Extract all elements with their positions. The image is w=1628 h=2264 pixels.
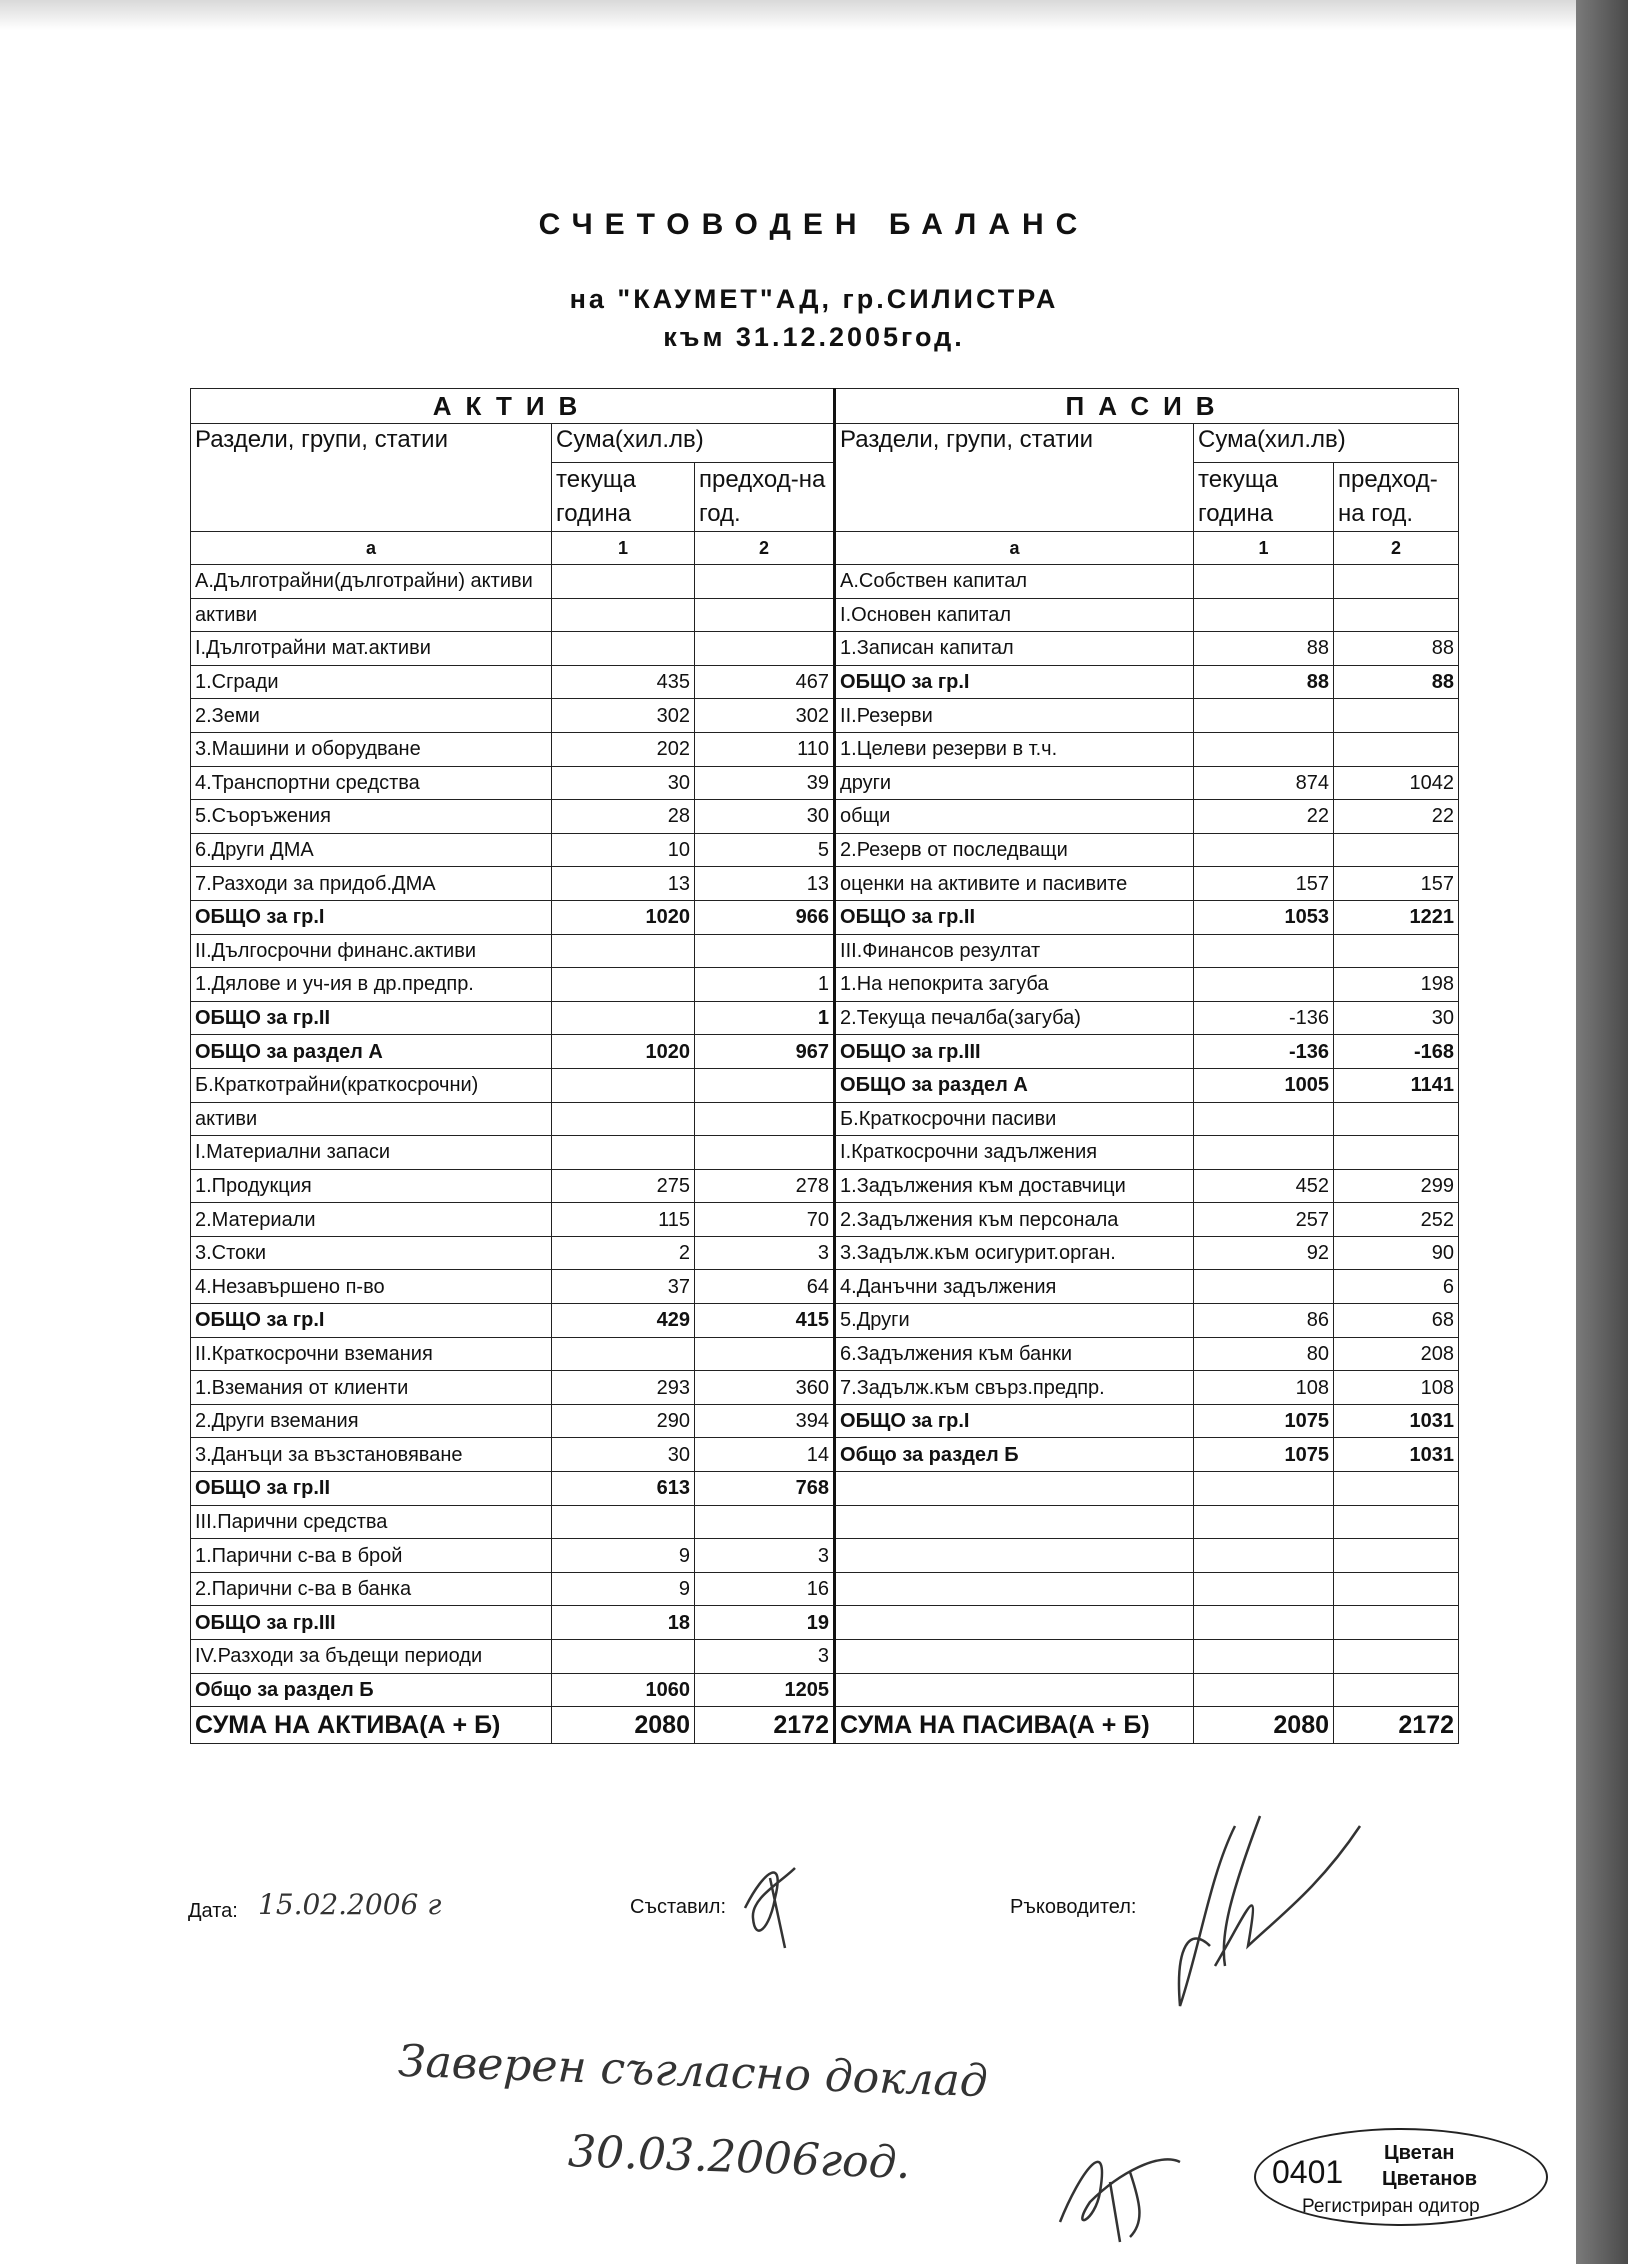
pasiv-previous-value [1334, 598, 1459, 632]
stamp-name-last: Цветанов [1382, 2168, 1478, 2190]
aktiv-current-value: 18 [552, 1606, 695, 1640]
aktiv-current-value: 1020 [552, 900, 695, 934]
table-row [191, 1673, 1459, 1707]
pasiv-previous-value: 1221 [1334, 900, 1459, 934]
aktiv-current-value: 613 [552, 1472, 695, 1506]
aktiv-previous-value [695, 565, 835, 599]
pasiv-previous-value: 252 [1334, 1203, 1459, 1237]
table-row [191, 732, 1459, 766]
compiler-label: Съставил: [630, 1896, 727, 1918]
aktiv-item-label: 2.Други вземания [191, 1404, 552, 1438]
aktiv-item-label: II.Дългосрочни финанс.активи [191, 934, 552, 968]
table-row [191, 1606, 1459, 1640]
aktiv-previous-value: 64 [695, 1270, 835, 1304]
aktiv-current-value: 290 [552, 1404, 695, 1438]
code-2: 2 [1334, 532, 1459, 565]
pasiv-previous-value: 30 [1334, 1001, 1459, 1035]
pasiv-current-value: 257 [1194, 1203, 1334, 1237]
pasiv-previous-value: 1042 [1334, 766, 1459, 800]
aktiv-current-value [552, 598, 695, 632]
pasiv-previous-value: 208 [1334, 1337, 1459, 1371]
aktiv-current-value: 30 [552, 1438, 695, 1472]
document-subtitle: на "КАУМЕТ"АД, гр.СИЛИСТРА [569, 284, 1059, 314]
column-header-row [191, 424, 1459, 463]
table-row [191, 1304, 1459, 1338]
aktiv-previous-value: 70 [695, 1203, 835, 1237]
pasiv-current-value [1194, 934, 1334, 968]
aktiv-current-value [552, 1001, 695, 1035]
aktiv-previous-value: 966 [695, 900, 835, 934]
pasiv-col-sum: Сума(хил.лв) [1194, 424, 1459, 463]
aktiv-current-value: 275 [552, 1169, 695, 1203]
aktiv-item-label: 1.Продукция [191, 1169, 552, 1203]
table-row [191, 665, 1459, 699]
pasiv-item-label: 2.Текуща печалба(загуба) [835, 1001, 1194, 1035]
pasiv-item-label: общи [835, 800, 1194, 834]
total-pasiv-label: СУМА НА ПАСИВА(А + Б) [835, 1707, 1194, 1744]
section-header-row [191, 389, 1459, 424]
auditor-signature [1030, 2112, 1230, 2252]
pasiv-previous-value: 198 [1334, 968, 1459, 1002]
pasiv-previous-value: 1031 [1334, 1404, 1459, 1438]
pasiv-item-label: 2.Резерв от последващи [835, 833, 1194, 867]
aktiv-current-value: 1060 [552, 1673, 695, 1707]
aktiv-current-value: 13 [552, 867, 695, 901]
pasiv-current-value: 22 [1194, 800, 1334, 834]
aktiv-item-label: 4.Незавършено п-во [191, 1270, 552, 1304]
pasiv-item-label: 1.Задължения към доставчици [835, 1169, 1194, 1203]
pasiv-item-label [835, 1640, 1194, 1674]
aktiv-item-label: 7.Разходи за придоб.ДМА [191, 867, 552, 901]
aktiv-item-label: ОБЩО за раздел А [191, 1035, 552, 1069]
pasiv-item-label: А.Собствен капитал [835, 565, 1194, 599]
table-row [191, 1640, 1459, 1674]
table-row [191, 934, 1459, 968]
pasiv-current-value [1194, 1136, 1334, 1170]
document-title: СЧЕТОВОДЕН БАЛАНС [538, 208, 1090, 241]
aktiv-current-value: 9 [552, 1572, 695, 1606]
pasiv-item-label [835, 1673, 1194, 1707]
manager-label: Ръководител: [1010, 1896, 1137, 1918]
aktiv-item-label: активи [191, 598, 552, 632]
date-label: Дата: [188, 1900, 238, 1922]
aktiv-previous-value: 302 [695, 699, 835, 733]
aktiv-previous-value: 3 [695, 1539, 835, 1573]
pasiv-item-label: 1.Записан капитал [835, 632, 1194, 666]
table-row [191, 565, 1459, 599]
aktiv-item-label: 1.Парични с-ва в брой [191, 1539, 552, 1573]
aktiv-item-label: IV.Разходи за бъдещи периоди [191, 1640, 552, 1674]
pasiv-current-value [1194, 1270, 1334, 1304]
pasiv-item-label: 3.Задълж.към осигурит.орган. [835, 1236, 1194, 1270]
aktiv-previous-value: 14 [695, 1438, 835, 1472]
aktiv-current-value: 2 [552, 1236, 695, 1270]
aktiv-current-value [552, 1102, 695, 1136]
balance-sheet-table [190, 388, 1459, 1744]
auditor-stamp [1254, 2128, 1548, 2226]
pasiv-current-value [1194, 1606, 1334, 1640]
table-row [191, 1404, 1459, 1438]
aktiv-item-label: 6.Други ДМА [191, 833, 552, 867]
pasiv-current-value [1194, 1472, 1334, 1506]
pasiv-item-label: 7.Задълж.към свърз.предпр. [835, 1371, 1194, 1405]
pasiv-current-value [1194, 1102, 1334, 1136]
pasiv-previous-value [1334, 1539, 1459, 1573]
pasiv-previous-value: -168 [1334, 1035, 1459, 1069]
aktiv-current-value [552, 1505, 695, 1539]
table-row [191, 900, 1459, 934]
pasiv-item-label: 2.Задължения към персонала [835, 1203, 1194, 1237]
pasiv-item-label [835, 1472, 1194, 1506]
pasiv-current-value: 452 [1194, 1169, 1334, 1203]
column-code-row [191, 532, 1459, 565]
pasiv-previous-value [1334, 1102, 1459, 1136]
table-row [191, 1572, 1459, 1606]
code-a: а [191, 532, 552, 565]
scan-shadow-top [0, 0, 1576, 30]
aktiv-current-value [552, 968, 695, 1002]
aktiv-item-label: 1.Сгради [191, 665, 552, 699]
pasiv-item-label [835, 1505, 1194, 1539]
document-date: към 31.12.2005год. [663, 322, 965, 352]
aktiv-previous-value: 415 [695, 1304, 835, 1338]
aktiv-col-sections: Раздели, групи, статии [191, 424, 552, 532]
pasiv-current-value: 874 [1194, 766, 1334, 800]
table-row [191, 598, 1459, 632]
aktiv-item-label: 5.Съоръжения [191, 800, 552, 834]
pasiv-previous-value [1334, 833, 1459, 867]
pasiv-current-value: 92 [1194, 1236, 1334, 1270]
aktiv-current-value [552, 565, 695, 599]
table-row [191, 1505, 1459, 1539]
aktiv-previous-value: 278 [695, 1169, 835, 1203]
pasiv-previous-value: 157 [1334, 867, 1459, 901]
table-row [191, 632, 1459, 666]
pasiv-previous-value [1334, 1673, 1459, 1707]
aktiv-current-value: 302 [552, 699, 695, 733]
pasiv-previous-value [1334, 1472, 1459, 1506]
aktiv-current-value: 30 [552, 766, 695, 800]
aktiv-item-label: II.Краткосрочни вземания [191, 1337, 552, 1371]
pasiv-previous-value [1334, 699, 1459, 733]
table-row [191, 1102, 1459, 1136]
pasiv-current-value: -136 [1194, 1001, 1334, 1035]
pasiv-item-label: 4.Данъчни задължения [835, 1270, 1194, 1304]
pasiv-current-value [1194, 598, 1334, 632]
aktiv-previous-value: 967 [695, 1035, 835, 1069]
pasiv-item-label: оценки на активите и пасивите [835, 867, 1194, 901]
pasiv-current-value [1194, 1673, 1334, 1707]
stamp-name-first: Цветан [1384, 2142, 1455, 2164]
aktiv-item-label: 2.Земи [191, 699, 552, 733]
pasiv-previous-value [1334, 1505, 1459, 1539]
pasiv-item-label: ОБЩО за гр.III [835, 1035, 1194, 1069]
aktiv-previous-value: 768 [695, 1472, 835, 1506]
aktiv-previous-value: 19 [695, 1606, 835, 1640]
pasiv-current-value: -136 [1194, 1035, 1334, 1069]
table-row [191, 968, 1459, 1002]
table-row [191, 1337, 1459, 1371]
pasiv-item-label [835, 1572, 1194, 1606]
aktiv-previous-value: 360 [695, 1371, 835, 1405]
aktiv-item-label: 2.Парични с-ва в банка [191, 1572, 552, 1606]
pasiv-current-value: 80 [1194, 1337, 1334, 1371]
aktiv-previous-value [695, 598, 835, 632]
pasiv-previous-value: 6 [1334, 1270, 1459, 1304]
aktiv-col-previous: предход-на год. [695, 463, 835, 532]
aktiv-current-value [552, 1068, 695, 1102]
aktiv-previous-value: 467 [695, 665, 835, 699]
pasiv-header: ПАСИВ [835, 389, 1459, 424]
pasiv-previous-value: 1031 [1334, 1438, 1459, 1472]
aktiv-current-value: 115 [552, 1203, 695, 1237]
code-a: а [835, 532, 1194, 565]
pasiv-item-label: I.Краткосрочни задължения [835, 1136, 1194, 1170]
aktiv-current-value: 429 [552, 1304, 695, 1338]
table-row [191, 1068, 1459, 1102]
pasiv-item-label: Общо за раздел Б [835, 1438, 1194, 1472]
table-row [191, 1270, 1459, 1304]
manager-signature [1120, 1796, 1380, 2026]
table-row [191, 1035, 1459, 1069]
aktiv-item-label: 3.Машини и оборудване [191, 732, 552, 766]
aktiv-previous-value: 39 [695, 766, 835, 800]
table-row [191, 699, 1459, 733]
pasiv-item-label: ОБЩО за раздел А [835, 1068, 1194, 1102]
aktiv-item-label: 3.Данъци за възстановяване [191, 1438, 552, 1472]
table-row [191, 1169, 1459, 1203]
pasiv-item-label: Б.Краткосрочни пасиви [835, 1102, 1194, 1136]
pasiv-current-value: 1075 [1194, 1438, 1334, 1472]
pasiv-previous-value: 90 [1334, 1236, 1459, 1270]
pasiv-current-value [1194, 1505, 1334, 1539]
table-row [191, 1001, 1459, 1035]
table-row [191, 1472, 1459, 1506]
pasiv-item-label [835, 1539, 1194, 1573]
table-row [191, 1539, 1459, 1573]
aktiv-current-value: 435 [552, 665, 695, 699]
pasiv-current-value: 88 [1194, 665, 1334, 699]
table-row [191, 1136, 1459, 1170]
aktiv-previous-value [695, 1136, 835, 1170]
aktiv-previous-value: 16 [695, 1572, 835, 1606]
pasiv-current-value [1194, 968, 1334, 1002]
pasiv-current-value: 108 [1194, 1371, 1334, 1405]
total-pasiv-previous: 2172 [1334, 1707, 1459, 1744]
handwritten-certification-date: 30.03.2006год. [567, 2126, 912, 2189]
aktiv-current-value [552, 934, 695, 968]
pasiv-item-label: 1.На непокрита загуба [835, 968, 1194, 1002]
aktiv-previous-value: 3 [695, 1640, 835, 1674]
aktiv-previous-value [695, 632, 835, 666]
pasiv-current-value [1194, 1539, 1334, 1573]
aktiv-item-label: III.Парични средства [191, 1505, 552, 1539]
aktiv-item-label: ОБЩО за гр.I [191, 1304, 552, 1338]
aktiv-previous-value: 30 [695, 800, 835, 834]
pasiv-previous-value [1334, 565, 1459, 599]
pasiv-item-label: ОБЩО за гр.I [835, 665, 1194, 699]
aktiv-item-label: ОБЩО за гр.III [191, 1606, 552, 1640]
pasiv-item-label: ОБЩО за гр.II [835, 900, 1194, 934]
date-value-handwritten: 15.02.2006 г [258, 1888, 442, 1921]
aktiv-previous-value [695, 1068, 835, 1102]
handwritten-certification: Заверен съгласно доклад [397, 2035, 989, 2108]
aktiv-current-value [552, 632, 695, 666]
aktiv-current-value: 1020 [552, 1035, 695, 1069]
aktiv-previous-value: 5 [695, 833, 835, 867]
aktiv-current-value: 28 [552, 800, 695, 834]
aktiv-item-label: 1.Вземания от клиенти [191, 1371, 552, 1405]
aktiv-current-value: 293 [552, 1371, 695, 1405]
aktiv-item-label: 1.Дялове и уч-ия в др.предпр. [191, 968, 552, 1002]
aktiv-previous-value: 3 [695, 1236, 835, 1270]
pasiv-current-value: 86 [1194, 1304, 1334, 1338]
pasiv-item-label: ОБЩО за гр.I [835, 1404, 1194, 1438]
aktiv-item-label: I.Материални запаси [191, 1136, 552, 1170]
pasiv-previous-value: 22 [1334, 800, 1459, 834]
pasiv-current-value: 1005 [1194, 1068, 1334, 1102]
pasiv-current-value [1194, 1572, 1334, 1606]
pasiv-previous-value: 88 [1334, 632, 1459, 666]
pasiv-current-value [1194, 833, 1334, 867]
total-aktiv-current: 2080 [552, 1707, 695, 1744]
table-row [191, 766, 1459, 800]
pasiv-previous-value [1334, 1572, 1459, 1606]
code-2: 2 [695, 532, 835, 565]
pasiv-previous-value [1334, 1606, 1459, 1640]
pasiv-previous-value: 299 [1334, 1169, 1459, 1203]
pasiv-col-sections: Раздели, групи, статии [835, 424, 1194, 532]
stamp-role: Регистриран одитор [1302, 2196, 1480, 2217]
aktiv-item-label: 4.Транспортни средства [191, 766, 552, 800]
table-row [191, 800, 1459, 834]
aktiv-item-label: Б.Краткотрайни(краткосрочни) [191, 1068, 552, 1102]
aktiv-item-label: 2.Материали [191, 1203, 552, 1237]
pasiv-previous-value: 88 [1334, 665, 1459, 699]
pasiv-current-value: 1053 [1194, 900, 1334, 934]
table-row [191, 1438, 1459, 1472]
pasiv-current-value [1194, 699, 1334, 733]
pasiv-item-label [835, 1606, 1194, 1640]
aktiv-item-label: ОБЩО за гр.II [191, 1472, 552, 1506]
code-1: 1 [552, 532, 695, 565]
table-row [191, 833, 1459, 867]
aktiv-current-value [552, 1136, 695, 1170]
aktiv-previous-value: 13 [695, 867, 835, 901]
pasiv-item-label: I.Основен капитал [835, 598, 1194, 632]
pasiv-current-value: 1075 [1194, 1404, 1334, 1438]
total-aktiv-previous: 2172 [695, 1707, 835, 1744]
pasiv-current-value [1194, 565, 1334, 599]
pasiv-item-label: III.Финансов резултат [835, 934, 1194, 968]
pasiv-item-label: II.Резерви [835, 699, 1194, 733]
total-aktiv-label: СУМА НА АКТИВА(А + Б) [191, 1707, 552, 1744]
aktiv-current-value: 202 [552, 732, 695, 766]
aktiv-item-label: Общо за раздел Б [191, 1673, 552, 1707]
table-row [191, 1236, 1459, 1270]
pasiv-item-label: 6.Задължения към банки [835, 1337, 1194, 1371]
aktiv-previous-value: 394 [695, 1404, 835, 1438]
total-row [191, 1707, 1459, 1744]
aktiv-previous-value: 1205 [695, 1673, 835, 1707]
aktiv-previous-value [695, 934, 835, 968]
pasiv-previous-value: 108 [1334, 1371, 1459, 1405]
total-pasiv-current: 2080 [1194, 1707, 1334, 1744]
pasiv-previous-value [1334, 1640, 1459, 1674]
aktiv-item-label: I.Дълготрайни мат.активи [191, 632, 552, 666]
stamp-code: 0401 [1272, 2154, 1344, 2190]
code-1: 1 [1194, 532, 1334, 565]
aktiv-item-label: 3.Стоки [191, 1236, 552, 1270]
pasiv-item-label: 1.Целеви резерви в т.ч. [835, 732, 1194, 766]
aktiv-previous-value [695, 1102, 835, 1136]
table-row [191, 1203, 1459, 1237]
aktiv-item-label: активи [191, 1102, 552, 1136]
pasiv-item-label: други [835, 766, 1194, 800]
pasiv-current-value: 157 [1194, 867, 1334, 901]
pasiv-col-current: текуща година [1194, 463, 1334, 532]
aktiv-col-sum: Сума(хил.лв) [552, 424, 835, 463]
aktiv-previous-value [695, 1505, 835, 1539]
aktiv-item-label: А.Дълготрайни(дълготрайни) активи [191, 565, 552, 599]
pasiv-current-value: 88 [1194, 632, 1334, 666]
pasiv-current-value [1194, 732, 1334, 766]
pasiv-item-label: 5.Други [835, 1304, 1194, 1338]
aktiv-item-label: ОБЩО за гр.I [191, 900, 552, 934]
aktiv-current-value: 10 [552, 833, 695, 867]
aktiv-current-value [552, 1337, 695, 1371]
aktiv-current-value: 9 [552, 1539, 695, 1573]
pasiv-previous-value [1334, 732, 1459, 766]
pasiv-previous-value [1334, 1136, 1459, 1170]
pasiv-previous-value: 68 [1334, 1304, 1459, 1338]
aktiv-previous-value [695, 1337, 835, 1371]
aktiv-col-current: текуща година [552, 463, 695, 532]
pasiv-previous-value [1334, 934, 1459, 968]
pasiv-current-value [1194, 1640, 1334, 1674]
table-row [191, 1371, 1459, 1405]
pasiv-previous-value: 1141 [1334, 1068, 1459, 1102]
aktiv-item-label: ОБЩО за гр.II [191, 1001, 552, 1035]
aktiv-previous-value: 110 [695, 732, 835, 766]
compiler-signature [725, 1848, 815, 1958]
aktiv-previous-value: 1 [695, 968, 835, 1002]
table-row [191, 867, 1459, 901]
aktiv-current-value: 37 [552, 1270, 695, 1304]
aktiv-previous-value: 1 [695, 1001, 835, 1035]
aktiv-current-value [552, 1640, 695, 1674]
pasiv-col-previous: предход-на год. [1334, 463, 1459, 532]
aktiv-header: АКТИВ [191, 389, 835, 424]
